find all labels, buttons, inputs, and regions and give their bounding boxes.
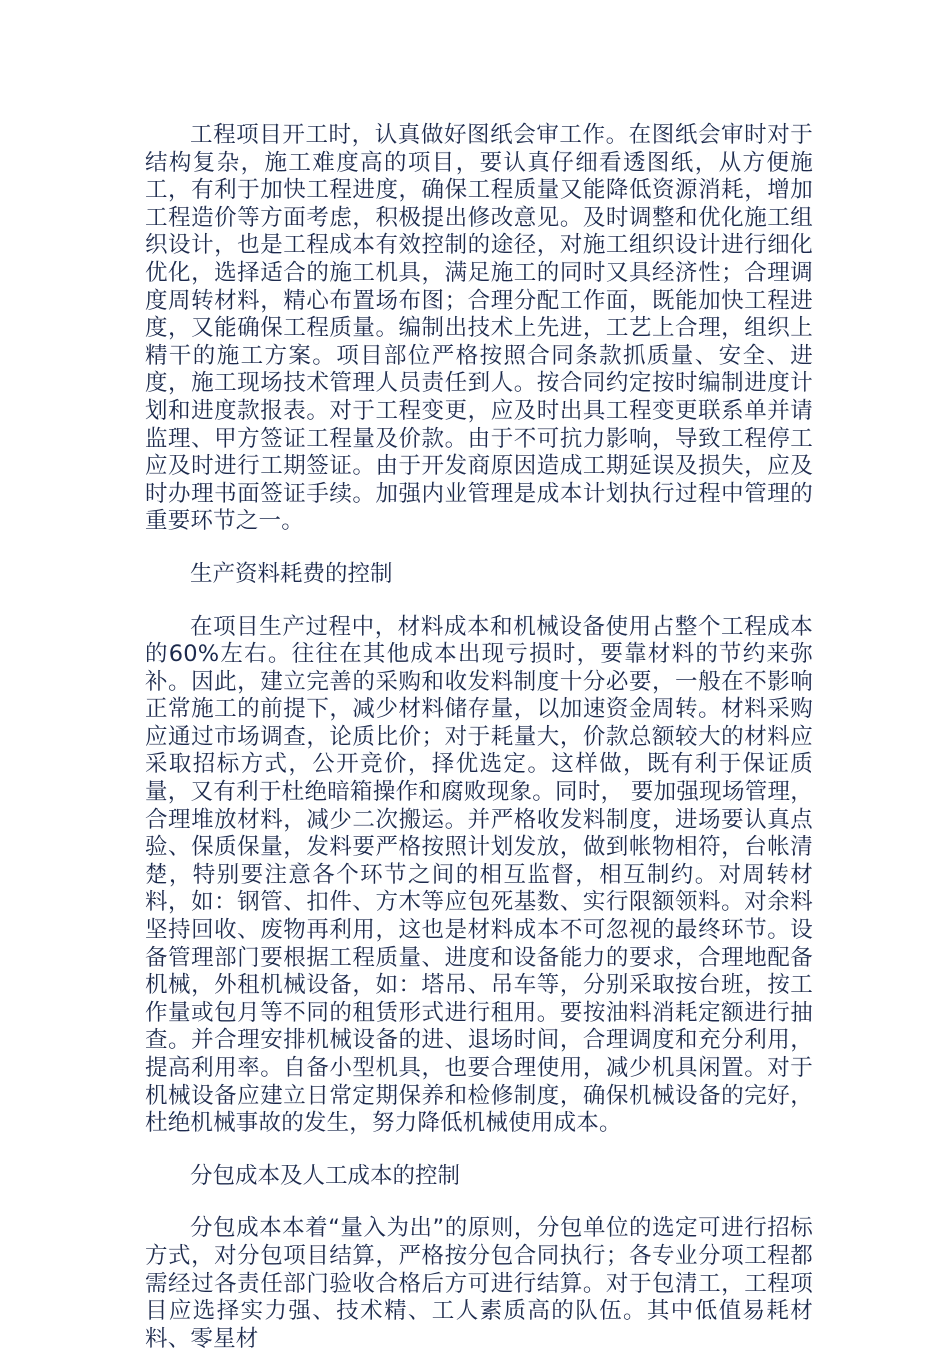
section-heading-subcontract-cost: 分包成本及人工成本的控制 bbox=[190, 1162, 461, 1189]
paragraph-subcontract-cost: 分包成本本着“量入为出”的原则，分包单位的选定可进行招标方式，对分包项目结算，严格按分包合同执行；各专业分项工程都需经过各责任部门验收合格后方可进行结算。对于包清工，工程项目应选择实力强、技术精、工人素质高的队伍。其中低值易耗材料、零星材 bbox=[145, 1215, 813, 1352]
paragraph-project-start: 工程项目开工时，认真做好图纸会审工作。在图纸会审时对于结构复杂，施工难度高的项目，要认真仔细看透图纸，从方便施工，有利于加快工程进度，确保工程质量又能降低资源消耗，增加工程造价等方面考虑，积极提出修改意见。及时调整和优化施工组织设计，也是工程成本有效控制的途径，对施工组织设计进行细化优化，选择适合的施工机具，满足施工的同时又具经济性；合理调度周转材料，精心布置场布图；合理分配工作面，既能加快工程进度，又能确保工程质量。编制出技术上先进，工艺上合理，组织上精干的施工方案。项目部位严格按照合同条款抓质量、安全、进度，施工现场技术管理人员责任到人。按合同约定按时编制进度计划和进度款报表。对于工程变更，应及时出具工程变更联系单并请监理、甲方签证工程量及价款。由于不可抗力影响，导致工程停工应及时进行工期签证。由于开发商原因造成工期延误及损失，应及时办理书面签证手续。加强内业管理是成本计划执行过程中管理的重要环节之一。 bbox=[145, 122, 813, 535]
document-page bbox=[145, 122, 813, 1353]
paragraph-material-cost: 在项目生产过程中，材料成本和机械设备使用占整个工程成本的60%左右。往往在其他成本出现亏损时，要靠材料的节约来弥补。因此，建立完善的采购和收发料制度十分必要，一般在不影响正常施工的前提下，减少材料储存量，以加速资金周转。材料采购应通过市场调查，论质比价；对于耗量大，价款总额较大的材料应采取招标方式，公开竞价，择优选定。这样做，既有利于保证质量，又有利于杜绝暗箱操作和腐败现象。同时， 要加强现场管理，合理堆放材料，减少二次搬运。并严格收发料制度，进场要认真点验、保质保量，发料要严格按照计划发放，做到帐物相符，台帐清楚，特别要注意各个环节之间的相互监督，相互制约。对周转材料，如：钢管、扣件、方木等应包死基数、实行限额领料。对余料坚持回收、废物再利用，这也是材料成本不可忽视的最终环节。设备管理部门要根据工程质量、进度和设备能力的要求，合理地配备机械，外租机械设备，如：塔吊、吊车等，分别采取按台班，按工作量或包月等不同的租赁形式进行租用。要按油料消耗定额进行抽查。并合理安排机械设备的进、退场时间，合理调度和充分利用，提高利用率。自备小型机具，也要合理使用，减少机具闲置。对于机械设备应建立日常定期保养和检修制度，确保机械设备的完好，杜绝机械事故的发生，努力降低机械使用成本。 bbox=[145, 613, 813, 1137]
section-heading-material-cost: 生产资料耗费的控制 bbox=[190, 560, 393, 587]
